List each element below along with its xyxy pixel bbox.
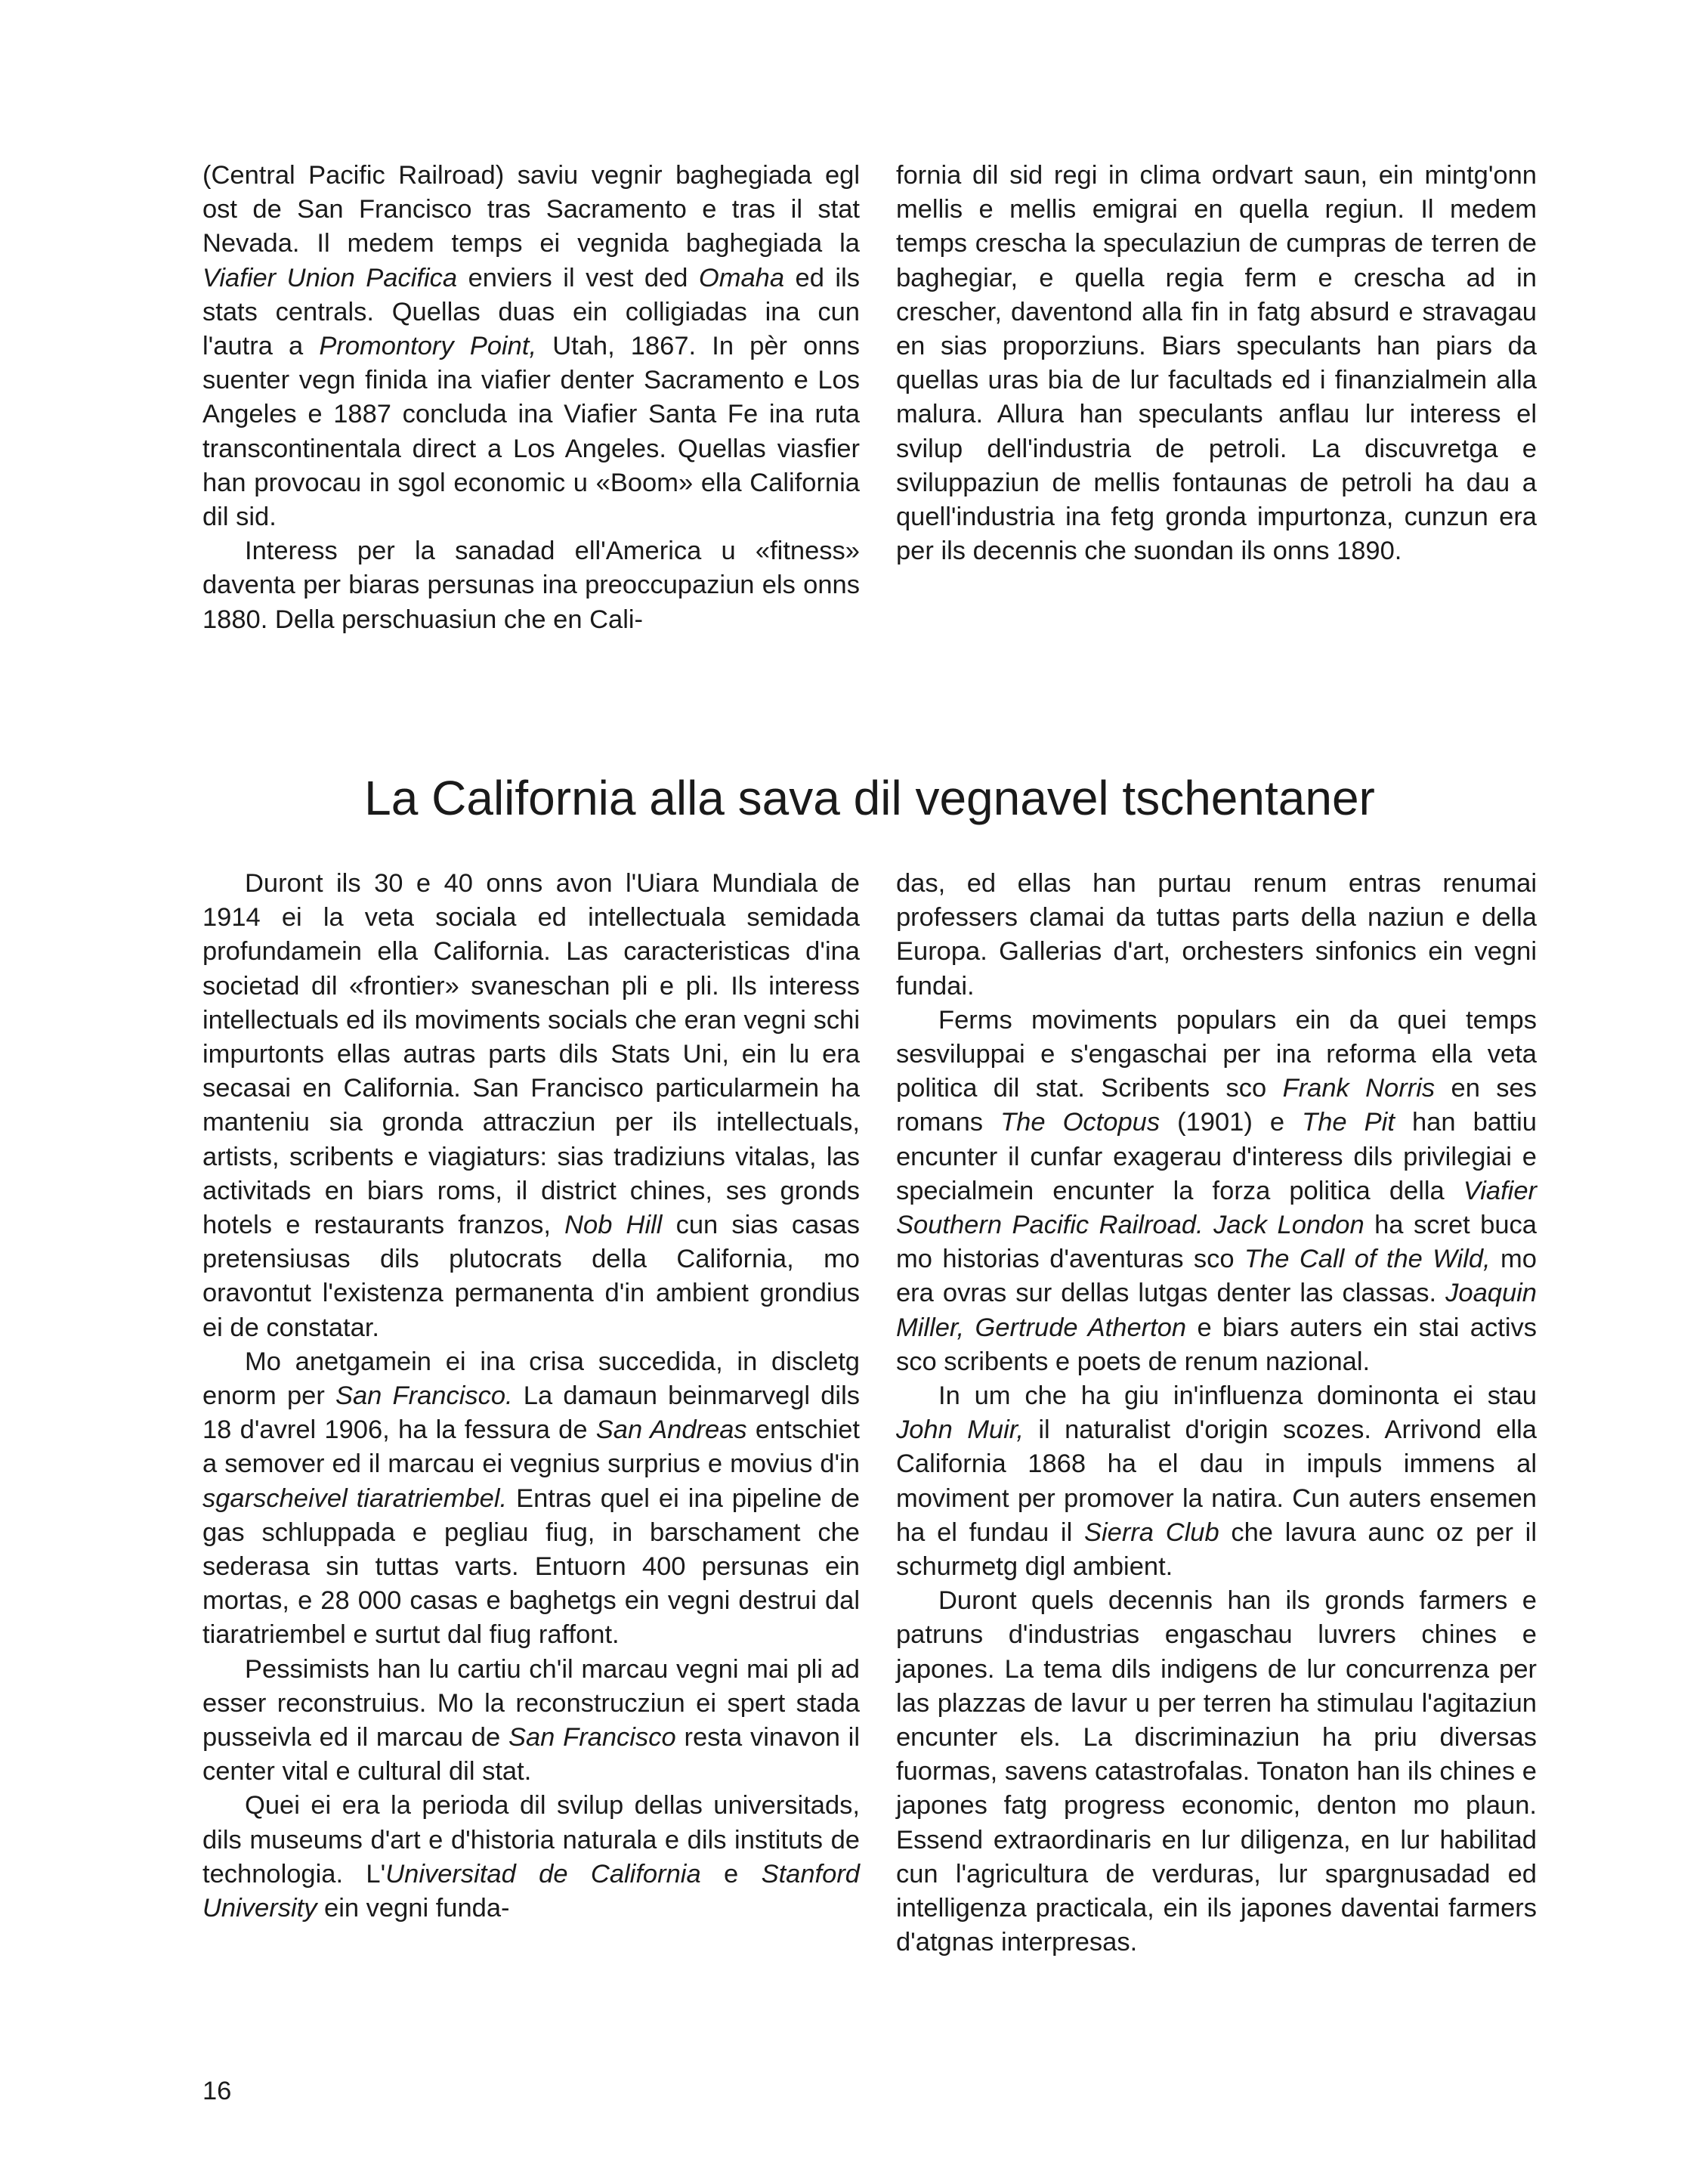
- text-run: e: [700, 1859, 762, 1889]
- italic-run: Stanford University: [202, 1859, 860, 1923]
- italic-run: The Call of the Wild,: [1244, 1245, 1491, 1274]
- text-run: Mo anetgamein ei ina crisa succedida, in discletg enorm per: [202, 1347, 860, 1411]
- text-run: Utah, 1867. In pèr onns suenter vegn finida ina viafier denter Sacramento e Los Angeles e 1887 concluda ina Viafier Santa Fe ina ruta transcontinentala direct a Los Angeles. Quellas viasfier han provocau in sgol economic u «Boom» ella California dil sid.: [202, 332, 860, 532]
- page-number: 16: [202, 2077, 232, 2105]
- italic-run: Frank Norris: [1282, 1074, 1436, 1103]
- italic-run: Sierra Club: [1083, 1517, 1219, 1547]
- text-run: ha scret buca mo historias d'aventuras sco: [896, 1211, 1537, 1274]
- text-run: ed ils stats centrals. Quellas duas ein colligiadas ina cun l'autra a: [202, 263, 860, 361]
- italic-run: Promontory Point,: [319, 332, 537, 361]
- italic-run: Joaquin Miller, Gertrude Atherton: [896, 1279, 1537, 1342]
- paragraph: [202, 159, 860, 534]
- italic-run: Omaha: [698, 263, 785, 292]
- text-run: Duront ils 30 e 40 onns avon l'Uiara Mundiala de 1914 ei la veta sociala ed intellectuala semidada profundamein ella California. Las caracteristicas d'ina societad dil «frontier» svaneschan pli e pli. Ils interess intellectuals ed ils moviments socials che eran vegni schi impurtonts ellas autras parts dils Stats Uni, ein lu era secasai en California. San Francisco particularmein ha manteniu sia gronda attracziun per ils intellectuals, artists, scribents e viagiaturs: sias tradiziuns vitalas, las activitads en biars roms, il district chines, ses gronds hotels e restaurants franzos,: [202, 869, 860, 1240]
- text-run: Pessimists han lu cartiu ch'il marcau vegni mai pli ad esser reconstruius. Mo la reconstrucziun ei spert stada pusseivla ed il marcau de: [202, 1654, 860, 1752]
- paragraph: [202, 1345, 860, 1653]
- text-run: Quei ei era la perioda dil svilup dellas universitads, dils museums d'art e d'historia naturala e dils instituts de technologia. L': [202, 1791, 860, 1889]
- paragraph: [896, 1379, 1537, 1584]
- bottom-left-column: [202, 867, 860, 1926]
- paragraph: das, ed ellas han purtau renum entras renumai professers clamai da tuttas parts della naziun e della Europa. Gallerias d'art, orchesters sinfonics ein vegni fundai.: [896, 869, 1537, 1001]
- text-run: cun sias casas pretensiusas dils plutocrats della California, mo oravontut l'existenza permanenta d'in ambient grondius ei de constatar.: [202, 1211, 860, 1342]
- text-run: Entras quel ei ina pipeline de gas schluppada e pegliau fiug, in barschament che sederasa sin tuttas varts. Entuorn 400 persunas ein mortas, e 28 000 casas e baghetgs ein vegni destrui dal tiaratriembel e surtut dal fiug raffont.: [202, 1483, 860, 1650]
- italic-run: The Octopus: [1000, 1108, 1161, 1137]
- text-run: il naturalist d'origin scozes. Arrivond ella California 1868 ha el dau in impuls immens al moviment per promover la natira. Cun auters ensemen ha el fundau il: [896, 1415, 1537, 1547]
- italic-run: sgarscheivel tiaratriembel.: [202, 1483, 508, 1513]
- paragraph: Duront quels decennis han ils gronds farmers e patruns d'industrias engaschau luvrers chines e japones. La tema dils indigens de lur concurrenza per las plazzas de lavur u per terren ha stimulau l'agitaziun encunter els. La discriminaziun ha priu diversas fuormas, savens catastrofalas. Tonaton han ils chines e japones fatg progress economic, denton mo plaun. Essend extraordinaris en lur diligenza, en lur habilitad cun l'agricultura de verduras, lur spargnusadad ed intelligenza practicala, ein ils japones daventai farmers d'atgnas interpresas.: [896, 1586, 1537, 1957]
- italic-run: San Francisco: [508, 1723, 676, 1752]
- paragraph: [896, 1004, 1537, 1379]
- italic-run: Viafier Union Pacifica: [202, 263, 458, 292]
- paragraph: [202, 867, 860, 1345]
- top-right-column: [896, 159, 1537, 568]
- text-run: che lavura aunc oz per il schurmetg digl ambient.: [896, 1517, 1537, 1582]
- text-run: mo era ovras sur dellas lutgas denter las classas.: [896, 1245, 1537, 1308]
- paragraph: [202, 1789, 860, 1926]
- text-run: In um che ha giu in'influenza dominonta ei stau: [938, 1381, 1537, 1411]
- text-run: Ferms moviments populars ein da quei temps sesviluppai e s'engaschai per ina reforma ella veta politica dil stat. Scribents sco: [896, 1005, 1537, 1103]
- text-run: han battiu encunter il cunfar exagerau d'interess dils privilegiai e specialmein encunter la forza politica della: [896, 1108, 1537, 1205]
- text-run: resta vinavon il center vital e cultural dil stat.: [202, 1723, 861, 1786]
- italic-run: Universitad de California: [385, 1859, 701, 1889]
- italic-run: John Muir,: [896, 1415, 1024, 1445]
- italic-run: San Francisco.: [335, 1381, 513, 1411]
- paragraph: [202, 1653, 860, 1790]
- text-run: e biars auters ein stai activs sco scribents e poets de renum nazional.: [896, 1313, 1537, 1376]
- italic-run: The Pit: [1302, 1108, 1395, 1137]
- text-run: ein vegni funda-: [317, 1894, 510, 1923]
- paragraph: Interess per la sanadad ell'America u «fitness» daventa per biaras persunas ina preoccupaziun els onns 1880. Della perschuasiun che en Cali-: [202, 537, 860, 634]
- paragraph: fornia dil sid regi in clima ordvart saun, ein mintg'onn mellis e mellis emigrai en quella regiun. Il medem temps crescha la speculaziun de cumpras de terren de baghegiar, e quella regia ferm e crescha ad in crescher, daventond alla fin in fatg absurd e stravagau en sias proporziuns. Biars speculants han piars da quellas uras bia de lur facultads ed i finanzialmein alla malura. Allura han speculants anflau lur interess el svilup dell'industria de petroli. La discuvretga e sviluppaziun de mellis fontaunas de petroli ha dau a quell'industria ina fetg gronda impurtonza, cunzun era per ils decennis che suondan ils onns 1890.: [896, 161, 1537, 566]
- bottom-right-column: [896, 867, 1537, 1960]
- text-run: enviers il vest ded: [457, 263, 699, 292]
- section-heading: La California alla sava dil vegnavel tschentaner: [364, 771, 1375, 825]
- text-run: La damaun beinmarvegl dils 18 d'avrel 1906, ha la fessura de: [202, 1381, 860, 1445]
- text-run: (Central Pacific Railroad) saviu vegnir baghegiada egl ost de San Francisco tras Sacramento e tras il stat Nevada. Il medem temps ei vegnida baghegiada la: [202, 161, 860, 258]
- top-left-column: [202, 159, 860, 637]
- text-run: entschiet a semover ed il marcau ei vegnius surprius e movius d'in: [202, 1415, 860, 1479]
- text-run: en ses romans: [896, 1074, 1537, 1137]
- italic-run: San Andreas: [595, 1415, 747, 1445]
- text-run: (1901) e: [1160, 1108, 1303, 1137]
- italic-run: Viafier Southern Pacific Railroad. Jack London: [896, 1176, 1537, 1240]
- italic-run: Nob Hill: [564, 1211, 663, 1240]
